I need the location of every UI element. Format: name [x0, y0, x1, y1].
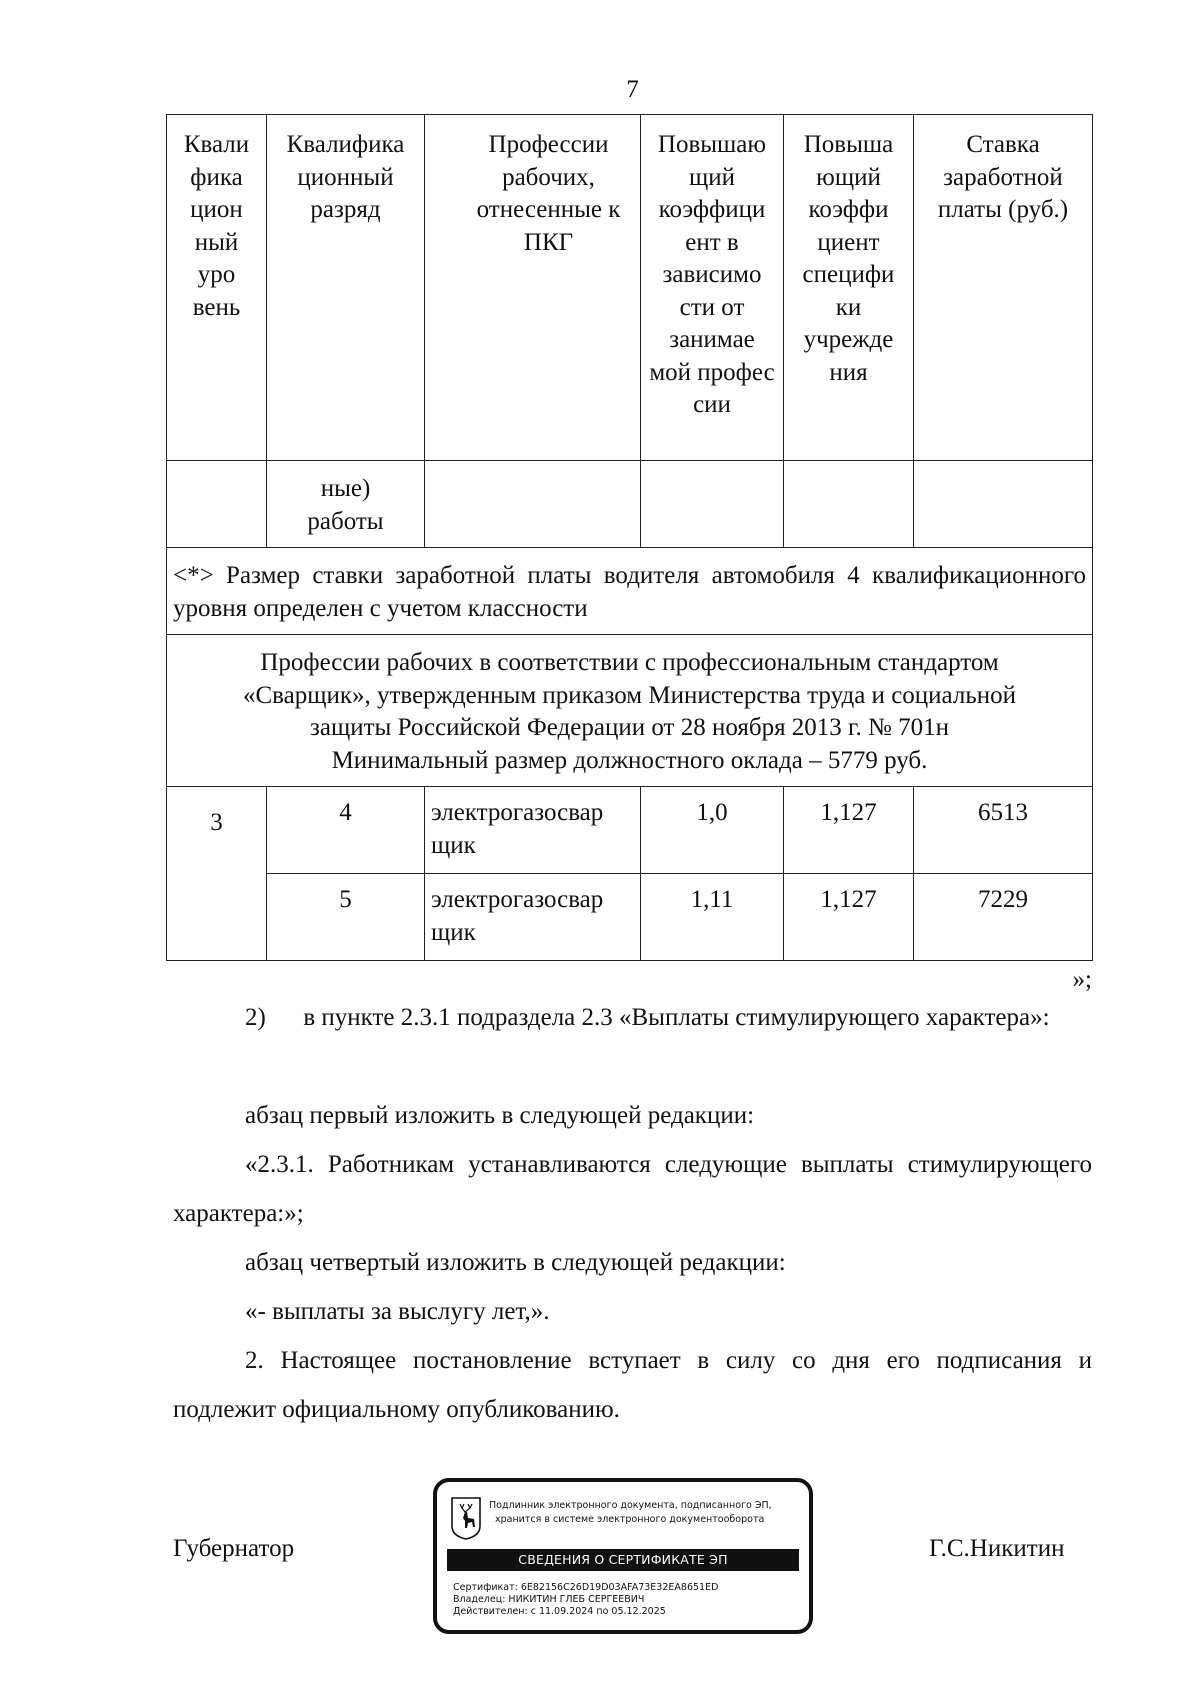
header-cell-rate: Ставка заработной платы (руб.) — [914, 115, 1093, 461]
paragraph: абзац первый изложить в следующей редакции: — [245, 1102, 755, 1129]
deer-emblem-icon — [450, 1496, 482, 1540]
paragraph-effective-date: 2. Настоящее постановление вступает в силу со дня его подписания и подлежит официальному опубликованию. — [173, 1347, 1092, 1423]
table-header-row — [167, 115, 1093, 461]
table-row — [167, 874, 1093, 961]
professional-standard-heading: Профессии рабочих в соответствии с профессиональным стандартом «Сварщик», утвержденным приказом Министерства труда и социальной защиты Российской Федерации от 28 ноября 2013 г. № 701н Минимальный размер должностного оклада – 5779 руб. — [167, 635, 1093, 787]
table-standard-row — [167, 635, 1093, 787]
table-cell-level: 3 — [167, 787, 267, 961]
table-note: <*> Размер ставки заработной платы водителя автомобиля 4 квалификационного уровня определен с учетом классности — [167, 548, 1093, 635]
table-cell-rate: 7229 — [914, 874, 1093, 961]
stamp-owner: Владелец: НИКИТИН ГЛЕБ СЕРГЕЕВИЧ — [453, 1594, 645, 1605]
table-row — [167, 461, 1093, 548]
signature-position: Губернатор — [173, 1535, 295, 1562]
table-note-row — [167, 548, 1093, 635]
signature-name: Г.С.Никитин — [929, 1535, 1065, 1562]
electronic-signature-stamp — [433, 1478, 813, 1634]
table-cell — [641, 461, 784, 548]
header-cell-position-coefficient: Повышаю щий коэффици ент в зависимо сти от занимае мой профес сии — [641, 115, 784, 461]
header-cell-specific-coefficient: Повыша ющий коэффи циент специфи ки учрежде ния — [784, 115, 914, 461]
table-cell-specific-coefficient: 1,127 — [784, 874, 914, 961]
paragraph-quote: «- выплаты за выслугу лет,». — [245, 1298, 550, 1325]
table-cell-rate: 6513 — [914, 787, 1093, 874]
header-cell-grade: Квалифика ционный разряд — [267, 115, 425, 461]
stamp-text: хранится в системе электронного документооборота — [495, 1514, 765, 1525]
table-cell-profession: электрогазосвар щик — [425, 787, 641, 874]
header-cell-level: Квали фика цион ный уро вень — [167, 115, 267, 461]
page-number: 7 — [626, 76, 639, 103]
closing-quote: »; — [1072, 966, 1092, 993]
table-cell — [914, 461, 1093, 548]
header-cell-profession: Профессии рабочих, отнесенные к ПКГ — [425, 115, 641, 461]
table-cell-grade: 4 — [267, 787, 425, 874]
table-cell-specific-coefficient: 1,127 — [784, 787, 914, 874]
table-cell — [167, 461, 267, 548]
table-cell — [425, 461, 641, 548]
stamp-certificate-banner: СВЕДЕНИЯ О СЕРТИФИКАТЕ ЭП — [447, 1549, 799, 1571]
table-cell-position-coefficient: 1,0 — [641, 787, 784, 874]
table-cell — [784, 461, 914, 548]
table-cell-position-coefficient: 1,11 — [641, 874, 784, 961]
table-cell-profession: электрогазосвар щик — [425, 874, 641, 961]
stamp-certificate-number: Сертификат: 6E82156C26D19D03AFA73E32EA8651ED — [453, 1582, 719, 1593]
stamp-validity: Действителен: с 11.09.2024 по 05.12.2025 — [453, 1606, 666, 1617]
stamp-text: Подлинник электронного документа, подписанного ЭП, — [489, 1500, 772, 1511]
paragraph-quote: «2.3.1. Работникам устанавливаются следующие выплаты стимулирующего характера:»; — [173, 1151, 1092, 1227]
table-cell-grade: 5 — [267, 874, 425, 961]
paragraph-item-2: 2) в пункте 2.3.1 подраздела 2.3 «Выплаты стимулирующего характера»: — [245, 1004, 1050, 1031]
paragraph: абзац четвертый изложить в следующей редакции: — [245, 1249, 786, 1276]
salary-table — [166, 114, 1093, 961]
table-cell: ные) работы — [267, 461, 425, 548]
table-row — [167, 787, 1093, 874]
